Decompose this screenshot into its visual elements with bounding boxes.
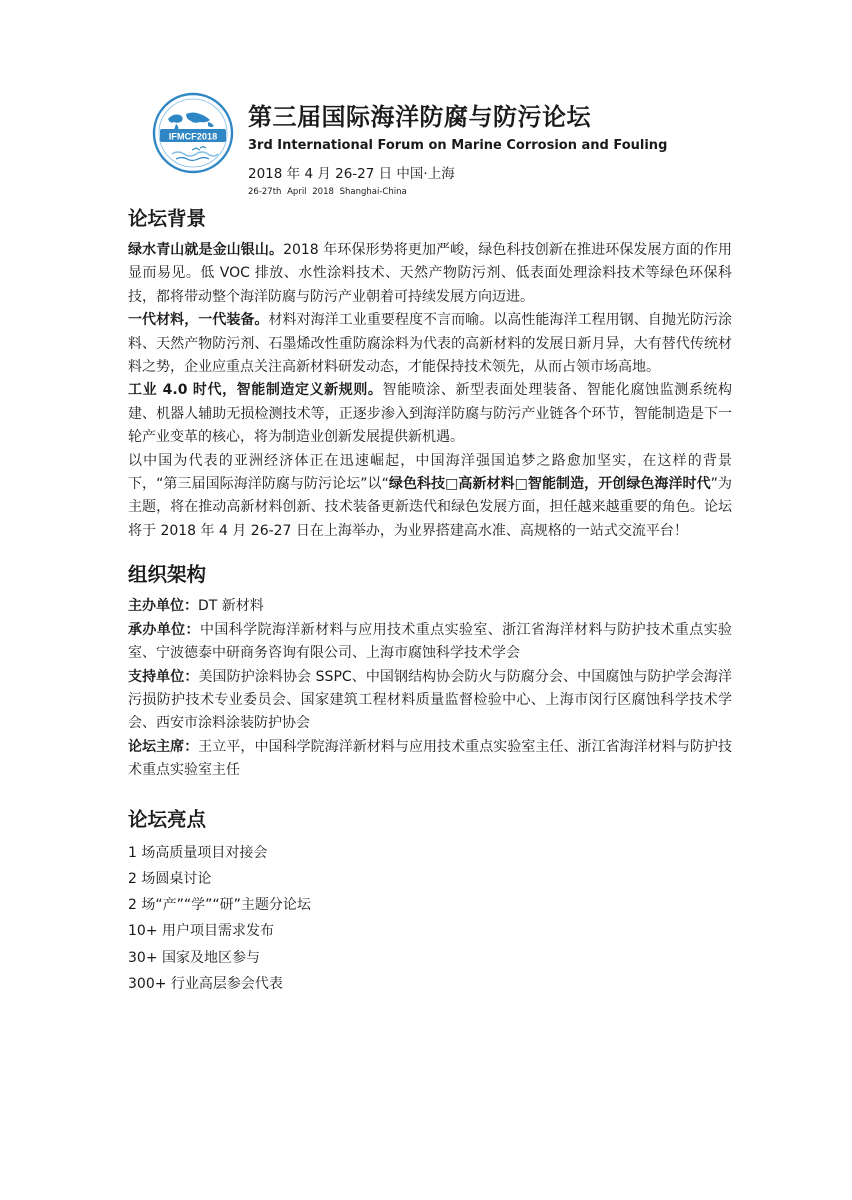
org-label: 支持单位：	[128, 668, 199, 685]
logo-text: IFMCF2018	[168, 131, 218, 142]
background-paragraph-2	[128, 309, 732, 379]
paragraph-lead: 绿水青山就是金山银山。	[128, 242, 284, 258]
org-value: 王立平，中国科学院海洋新材料与应用技术重点实验室主任、浙江省海洋材料与防护技术重点实验室主任	[128, 738, 733, 779]
org-label: 主办单位：	[128, 598, 198, 615]
section-heading-background: 论坛背景	[128, 207, 207, 230]
org-value: 美国防护涂料协会 SSPC、中国钢结构协会防火与防腐分会、中国腐蚀与防护学会海洋污损防护技术专业委员会、国家建筑工程材料质量监督检验中心、上海市闵行区腐蚀科学技术学会、西安市涂料涂装防护协会	[128, 668, 732, 732]
forum-logo-graphic	[152, 92, 234, 174]
paragraph-lead: 工业 4.0 时代，智能制造定义新规则。	[128, 382, 383, 399]
org-support	[128, 666, 732, 736]
forum-date-en: 26-27th April 2018 Shanghai-China	[248, 187, 407, 197]
paragraph-text: 2018 年环保形势将更加严峻，绿色科技创新在推进环保发展方面的作用显而易见。低 VOC 排放、水性涂料技术、天然产物防污剂、低表面处理涂料技术等绿色环保科技，都将带动整个海洋防腐与防污产业朝着可持续发展方向迈进。	[128, 242, 732, 305]
forum-logo	[152, 92, 234, 174]
background-paragraph-3	[128, 379, 732, 449]
list-item: 30+ 国家及地区参与	[128, 949, 260, 966]
list-item: 300+ 行业高层参会代表	[128, 976, 283, 993]
forum-title-en: 3rd International Forum on Marine Corrosion and Fouling	[248, 138, 668, 153]
org-chair	[128, 736, 732, 783]
section-heading-organization: 组织架构	[128, 563, 207, 587]
org-host	[128, 595, 732, 618]
list-item: 1 场高质量项目对接会	[128, 844, 268, 861]
section-heading-highlights: 论坛亮点	[128, 807, 207, 831]
highlights-list	[128, 840, 732, 998]
list-item: 2 场“产”“学”“研”主题分论坛	[128, 897, 311, 914]
forum-theme: 绿色科技□高新材料□智能制造，开创绿色海洋时代	[388, 476, 711, 493]
org-value: DT 新材料	[198, 598, 264, 615]
background-paragraph-4	[128, 450, 732, 544]
paragraph-text: ”为主题，将在推动高新材料创新、技术装备更新迭代和绿色发展方面，担任越来越重要的角色。论坛将于 2018 年 4 月 26-27 日在上海举办，为业界搭建高水准、高规格的一站式交流平台！	[128, 476, 732, 539]
org-value: 中国科学院海洋新材料与应用技术重点实验室、浙江省海洋材料与防护技术重点实验室、宁波德泰中研商务咨询有限公司、上海市腐蚀科学技术学会	[128, 621, 732, 662]
paragraph-lead: 一代材料，一代装备。	[128, 312, 269, 329]
org-label: 承办单位：	[128, 621, 200, 638]
paragraph-text: 智能喷涂、新型表面处理装备、智能化腐蚀监测系统构建、机器人辅助无损检测技术等，正逐步渗入到海洋防腐与防污产业链各个环节，智能制造是下一轮产业变革的核心，将为制造业创新发展提供新机遇。	[128, 382, 732, 446]
org-label: 论坛主席：	[128, 738, 199, 755]
list-item: 10+ 用户项目需求发布	[128, 923, 274, 940]
org-organizer	[128, 619, 732, 666]
forum-title-cn: 第三届国际海洋防腐与防污论坛	[248, 103, 591, 131]
list-item: 2 场圆桌讨论	[128, 870, 212, 887]
document-body	[128, 206, 732, 997]
paragraph-text: 以中国为代表的亚洲经济体正在迅速崛起，中国海洋强国追梦之路愈加坚实，在这样的背景下，“第三届国际海洋防腐与防污论坛”以“	[128, 452, 732, 493]
paragraph-text: 材料对海洋工业重要程度不言而喻。以高性能海洋工程用钢、自抛光防污涂料、天然产物防污剂、石墨烯改性重防腐涂料为代表的高新材料的发展日新月异，大有替代传统材料之势，企业应重点关注高新材料研发动态，才能保持技术领先，从而占领市场高地。	[128, 312, 733, 376]
background-paragraph-1	[128, 239, 732, 309]
forum-date-cn: 2018 年 4 月 26-27 日 中国·上海	[248, 166, 455, 182]
